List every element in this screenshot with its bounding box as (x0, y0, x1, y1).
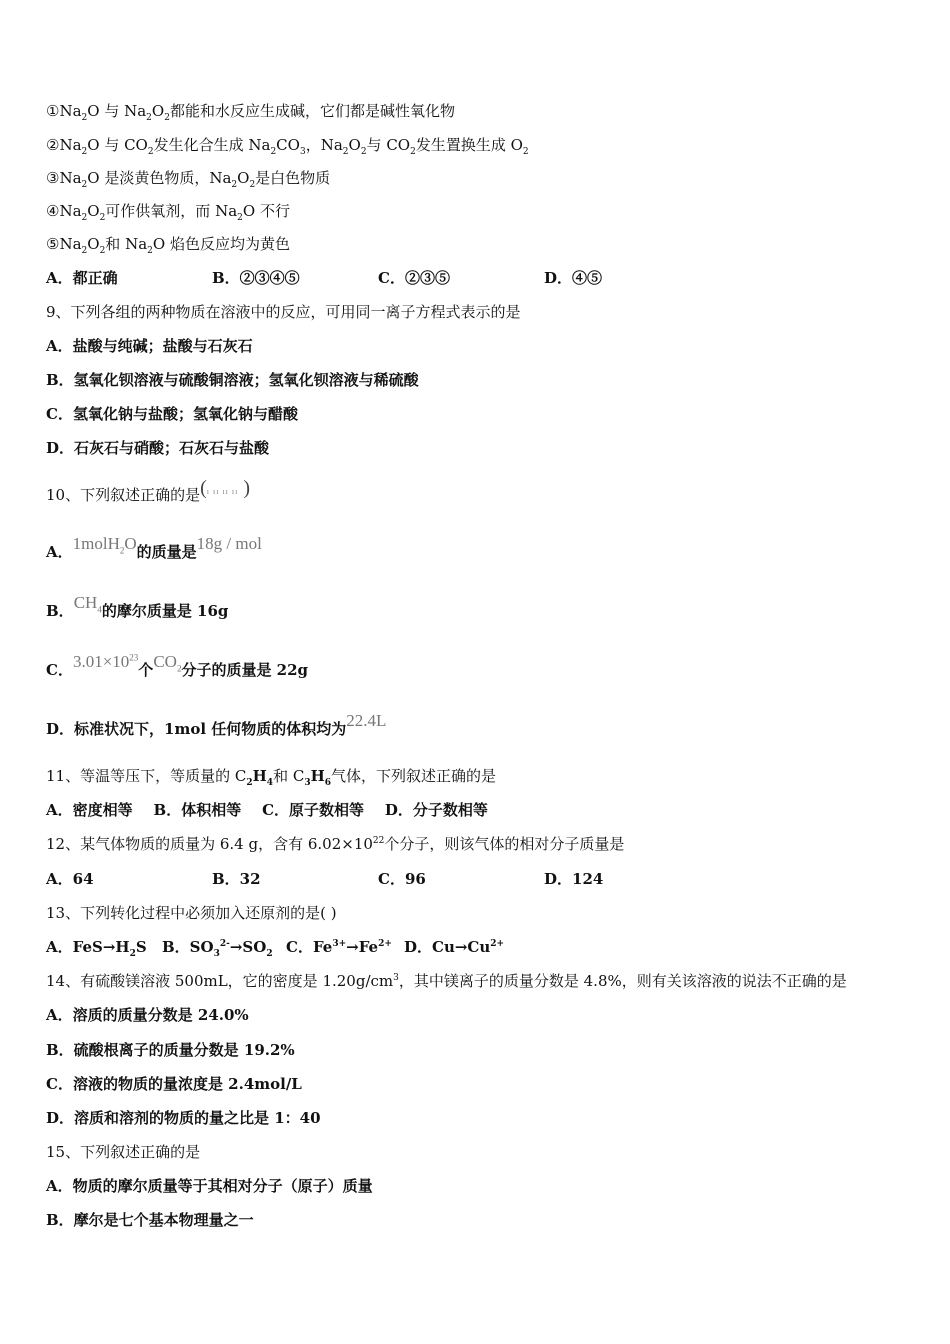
q9-option-b: B．氢氧化钡溶液与硫酸铜溶液；氢氧化钡溶液与稀硫酸 (46, 371, 419, 389)
answer-paren: (ı ıı ıı ıı ) (200, 477, 250, 499)
formula-22-4l: 22.4L (346, 711, 387, 730)
formula-avogadro-count: $3.01\times 10^{23}$ (72, 652, 139, 671)
q13-options (46, 937, 504, 957)
q12-option-b: B．32 (212, 870, 261, 888)
q10-option-b: B．$CH_4$的摩尔质量是 16g (46, 593, 229, 620)
q8-option-d: D．④⑤ (544, 269, 603, 287)
statement-4: $④Na_2O_2$可作供氧剂，而 $Na_2O$ 不行 (46, 202, 290, 223)
q13-option-c: C．$Fe^{3+}\to Fe^{2+}$ (286, 938, 392, 956)
q14-option-a: A．溶质的质量分数是 24.0% (46, 1006, 249, 1024)
q12-option-d: D．124 (544, 870, 604, 888)
formula-ch4: $CH_4$ (73, 593, 102, 615)
statement-5: $⑤Na_2O_2$和 $Na_2O$ 焰色反应均为黄色 (46, 235, 290, 256)
q9-option-a: A．盐酸与纯碱；盐酸与石灰石 (46, 337, 253, 355)
q9-stem: 9、下列各组的两种物质在溶液中的反应，可用同一离子方程式表示的是 (46, 303, 521, 321)
q15-option-b: B．摩尔是七个基本物理量之一 (46, 1211, 254, 1229)
q13-option-a: A．$FeS\to H_2S$ (46, 938, 147, 959)
q11-stem: 11、等温等压下，等质量的 $C_2H_4$和 $C_3H_6$气体，下列叙述正确的是 (46, 767, 497, 788)
q14-option-d: D．溶质和溶剂的物质的量之比是 1：40 (46, 1109, 321, 1127)
formula-1mol-h2o: 1molH$_2$O (72, 534, 137, 556)
q9-option-d: D．石灰石与硝酸；石灰石与盐酸 (46, 439, 270, 457)
q13-option-b: B．$SO_3^{2-}\to SO_2$ (162, 938, 273, 959)
q10-stem: 10、下列叙述正确的是(ı ıı ıı ıı ) (46, 477, 250, 504)
q8-option-b: B．②③④⑤ (212, 269, 300, 287)
q15-stem: 15、下列叙述正确的是 (46, 1143, 201, 1161)
q14-stem: 14、有硫酸镁溶液 500mL，它的密度是 $1.20g/cm^3$，其中镁离子的质量分数是 4.8%，则有关该溶液的说法不正确的是 (46, 972, 847, 990)
q12-option-c: C．96 (378, 870, 426, 888)
q15-option-a: A．物质的摩尔质量等于其相对分子（原子）质量 (46, 1177, 373, 1195)
formula-co2: $CO_2$ (153, 652, 182, 674)
q14-option-b: B．硫酸根离子的质量分数是 19.2% (46, 1041, 295, 1059)
statement-2: $②Na_2O$ 与 $CO_2$发生化合生成 $Na_2CO_3$，$Na_2O_2$与 $CO_2$发生置换生成 $O_2$ (46, 136, 529, 157)
q13-stem: 13、下列转化过程中必须加入还原剂的是( ) (46, 904, 337, 922)
q10-option-d: D．标准状况下，1mol 任何物质的体积均为22.4L (46, 711, 387, 738)
formula-18g-mol: 18g / mol (196, 534, 262, 553)
q9-option-c: C．氢氧化钠与盐酸；氢氧化钠与醋酸 (46, 405, 298, 423)
q8-option-a: A．都正确 (46, 269, 118, 287)
q11-options: A．密度相等 B．体积相等 C．原子数相等 D．分子数相等 (46, 801, 488, 819)
q14-option-c: C．溶液的物质的量浓度是 2.4mol/L (46, 1075, 302, 1093)
q12-option-a: A．64 (46, 870, 94, 888)
q12-options (46, 869, 603, 889)
q10-option-c: C．$3.01\times 10^{23}$个$CO_2$分子的质量是 22g (46, 652, 309, 679)
statement-3: $③Na_2O$ 是淡黄色物质，$Na_2O_2$是白色物质 (46, 169, 331, 190)
q8-option-c: C．②③⑤ (378, 269, 450, 287)
q8-options (46, 268, 602, 288)
q13-option-d: D．$Cu\to Cu^{2+}$ (404, 938, 505, 956)
statement-1: $①Na_2O$ 与 $Na_2O_2$都能和水反应生成碱，它们都是碱性氧化物 (46, 102, 455, 123)
q10-option-a: A．1molH$_2$O的质量是18g / mol (46, 534, 262, 561)
q12-stem: 12、某气体物质的质量为 6.4 g，含有 $6.02\times 10^{22}$个分子，则该气体的相对分子质量是 (46, 835, 625, 853)
